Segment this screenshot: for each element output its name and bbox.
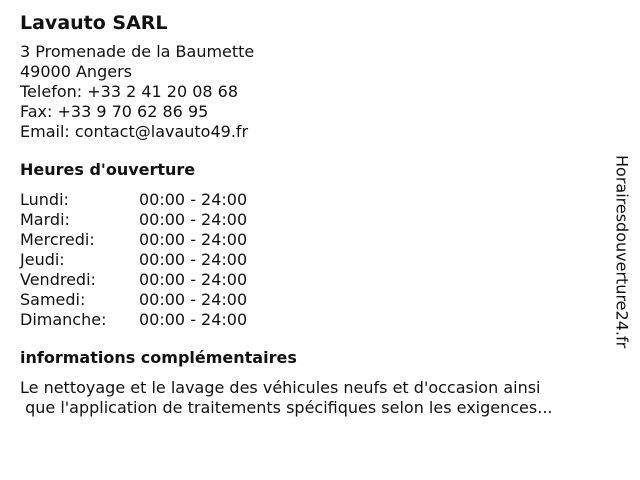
hours-row-wednesday <box>20 230 610 250</box>
hours-row-thursday <box>20 250 610 270</box>
fax-number: Fax: +33 9 70 62 86 95 <box>20 102 209 121</box>
info-description: Le nettoyage et le lavage des véhicules neufs et d'occasion ainsi que l'application de traitements spécifiques selon les exigences... <box>20 378 553 417</box>
day-label: Mardi: <box>20 210 70 229</box>
day-label: Vendredi: <box>20 270 96 289</box>
hours-row-sunday <box>20 310 610 330</box>
hours-row-tuesday <box>20 210 610 230</box>
day-label: Lundi: <box>20 190 69 209</box>
contact-block <box>20 42 610 142</box>
hours-heading: Heures d'ouverture <box>20 160 196 179</box>
hours-row-monday <box>20 190 610 210</box>
time-range: 00:00 - 24:00 <box>139 250 248 269</box>
day-label: Jeudi: <box>20 250 65 269</box>
business-card <box>20 10 610 418</box>
hours-row-friday <box>20 270 610 290</box>
street-address: 3 Promenade de la Baumette <box>20 42 255 61</box>
time-range: 00:00 - 24:00 <box>139 290 248 309</box>
time-range: 00:00 - 24:00 <box>139 190 248 209</box>
opening-hours-table <box>20 190 610 330</box>
time-range: 00:00 - 24:00 <box>139 270 248 289</box>
hours-row-saturday <box>20 290 610 310</box>
time-range: 00:00 - 24:00 <box>139 310 248 329</box>
time-range: 00:00 - 24:00 <box>139 210 248 229</box>
time-range: 00:00 - 24:00 <box>139 230 248 249</box>
business-name: Lavauto SARL <box>20 12 168 34</box>
city-postal: 49000 Angers <box>20 62 132 81</box>
day-label: Mercredi: <box>20 230 95 249</box>
watermark-text: Horairesdouverture24.fr <box>612 155 632 349</box>
day-label: Samedi: <box>20 290 86 309</box>
day-label: Dimanche: <box>20 310 107 329</box>
phone-number[interactable]: Telefon: +33 2 41 20 08 68 <box>20 82 239 101</box>
info-heading: informations complémentaires <box>20 348 297 367</box>
email-address[interactable]: Email: contact@lavauto49.fr <box>20 122 249 141</box>
site-watermark <box>610 136 634 368</box>
